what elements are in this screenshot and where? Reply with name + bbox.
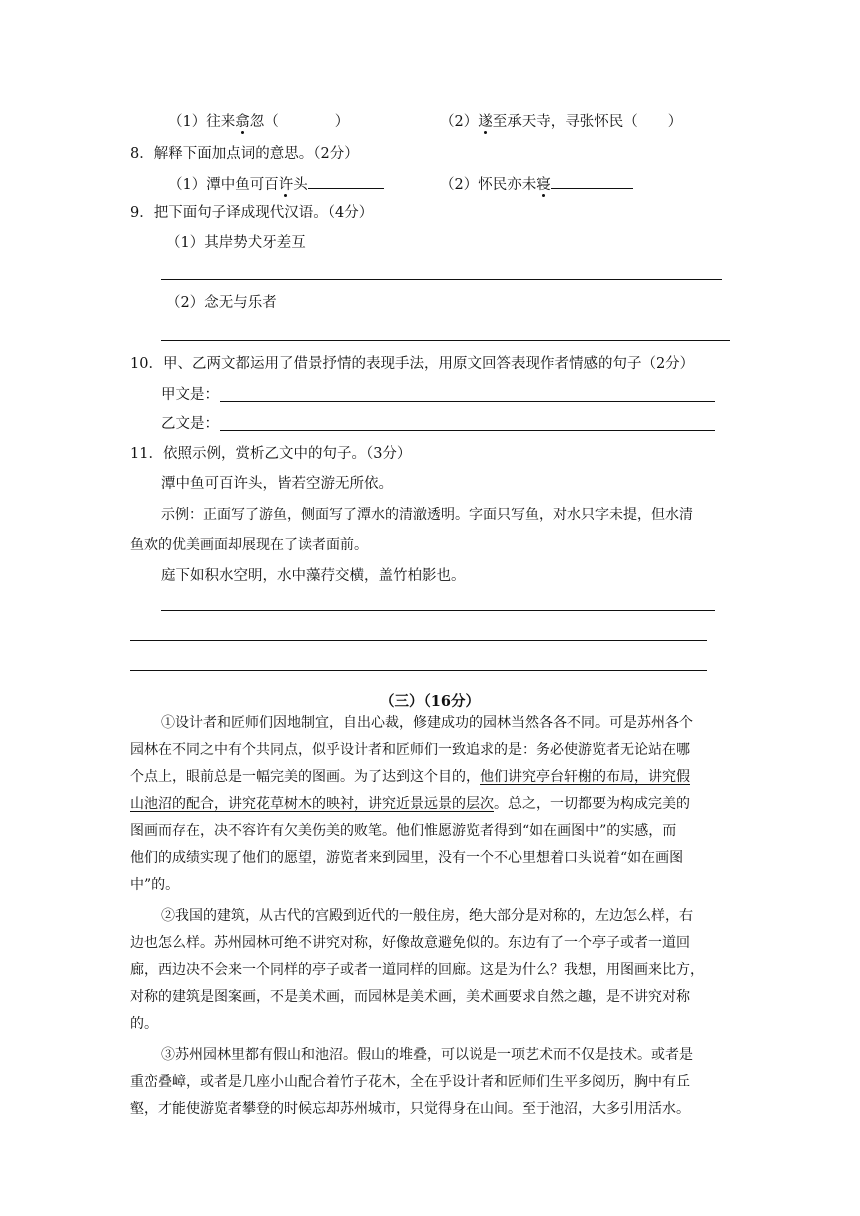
q11-title: 11．依照示例，赏析乙文中的句子。（3分）: [130, 446, 412, 462]
q9-item-1: （1）其岸势犬牙差互: [166, 235, 306, 251]
p2-line-4: 对称的建筑是图案画，不是美术画，而园林是美术画，美术画要求自然之趣，是不讲究对称: [130, 989, 690, 1005]
p3-line-2: 重峦叠嶂，或者是几座小山配合着竹子花木，全在乎设计者和匠师们生平多阅历，胸中有丘: [130, 1074, 690, 1090]
q8-item-1: （1）潭中鱼可百许头: [168, 173, 384, 195]
q8-item-2: （2）怀民亦未寝: [440, 173, 633, 195]
p2-line-1: ②我国的建筑，从古代的宫殿到近代的一般住房，绝大部分是对称的，左边怎么样，右: [161, 908, 693, 924]
q10-yi-label: 乙文是：: [161, 416, 219, 432]
p1-line-2: 园林在不同之中有个共同点，似乎设计者和匠师们一致追求的是：务必使游览者无论站在哪: [130, 742, 690, 758]
p1-line-6: 他们的成绩实现了他们的愿望，游览者来到园里，没有一个不心里想着口头说着“如在画图: [130, 850, 684, 866]
underlined-text: 他们讲究亭台轩榭的布局，讲究假: [480, 769, 690, 785]
p1-line-4: 山池沼的配合，讲究花草树木的映衬，讲究近景远景的层次。总之，一切都要为构成完美的: [130, 796, 690, 812]
q11-example-line-1: 示例：正面写了游鱼，侧面写了潭水的清澈透明。字面只写鱼，对水只字未提，但水清: [161, 507, 693, 523]
q7-item-1: （1）往来翕忽（ ）: [168, 114, 350, 130]
q7-item-2: （2）遂至承天寺，寻张怀民（ ）: [440, 114, 683, 130]
dotted-char: 翕: [235, 114, 250, 130]
answer-blank[interactable]: [551, 173, 633, 189]
p2-line-2: 边也怎么样。苏州园林可绝不讲究对称，好像故意避免似的。东边有了一个亭子或者一道回: [130, 935, 690, 951]
answer-line[interactable]: [220, 430, 715, 431]
dotted-char: 寝: [536, 177, 551, 193]
p1-line-7: 中”的。: [130, 877, 180, 893]
dotted-char: 许: [278, 177, 294, 193]
answer-line[interactable]: [220, 401, 715, 402]
q9-item-2: （2）念无与乐者: [166, 295, 277, 311]
q10-title: 10．甲、乙两文都运用了借景抒情的表现手法，用原文回答表现作者情感的句子（2分）: [130, 356, 695, 372]
answer-line[interactable]: [130, 640, 707, 641]
answer-line[interactable]: [161, 610, 715, 611]
p1-line-3: 个点上，眼前总是一幅完美的图画。为了达到这个目的，他们讲究亭台轩榭的布局，讲究假: [130, 769, 690, 785]
answer-line[interactable]: [130, 670, 707, 671]
answer-line[interactable]: [161, 340, 730, 341]
p3-line-1: ③苏州园林里都有假山和池沼。假山的堆叠，可以说是一项艺术而不仅是技术。或者是: [161, 1047, 693, 1063]
section-title: （三）（16分）: [380, 693, 480, 710]
q8-title: 8．解释下面加点词的意思。（2分）: [130, 146, 359, 162]
p2-line-3: 廊，西边决不会来一个同样的亭子或者一道同样的回廊。这是为什么？我想，用图画来比方，: [130, 962, 704, 978]
p3-line-3: 壑，才能使游览者攀登的时候忘却苏州城市，只觉得身在山间。至于池沼，大多引用活水。: [130, 1101, 690, 1117]
underlined-text: 山池沼的配合，讲究花草树木的映衬，讲究近景远景的层次: [130, 796, 494, 812]
q11-example-line-2: 鱼欢的优美画面却展现在了读者面前。: [130, 537, 368, 553]
q11-target-sentence: 庭下如积水空明，水中藻荇交横，盖竹柏影也。: [161, 568, 466, 584]
answer-line[interactable]: [161, 279, 722, 280]
answer-blank[interactable]: [308, 173, 384, 189]
q10-jia-label: 甲文是：: [161, 387, 219, 403]
p1-line-5: 图画而存在，决不容许有欠美伤美的败笔。他们惟愿游览者得到“如在画图中”的实感，而: [130, 823, 677, 839]
p2-line-5: 的。: [130, 1016, 158, 1032]
q9-title: 9．把下面句子译成现代汉语。（4分）: [130, 205, 374, 221]
q11-example-sentence: 潭中鱼可百许头，皆若空游无所依。: [161, 476, 393, 492]
p1-line-1: ①设计者和匠师们因地制宜，自出心裁，修建成功的园林当然各各不同。可是苏州各个: [161, 715, 693, 731]
dotted-char: 遂: [478, 114, 493, 130]
